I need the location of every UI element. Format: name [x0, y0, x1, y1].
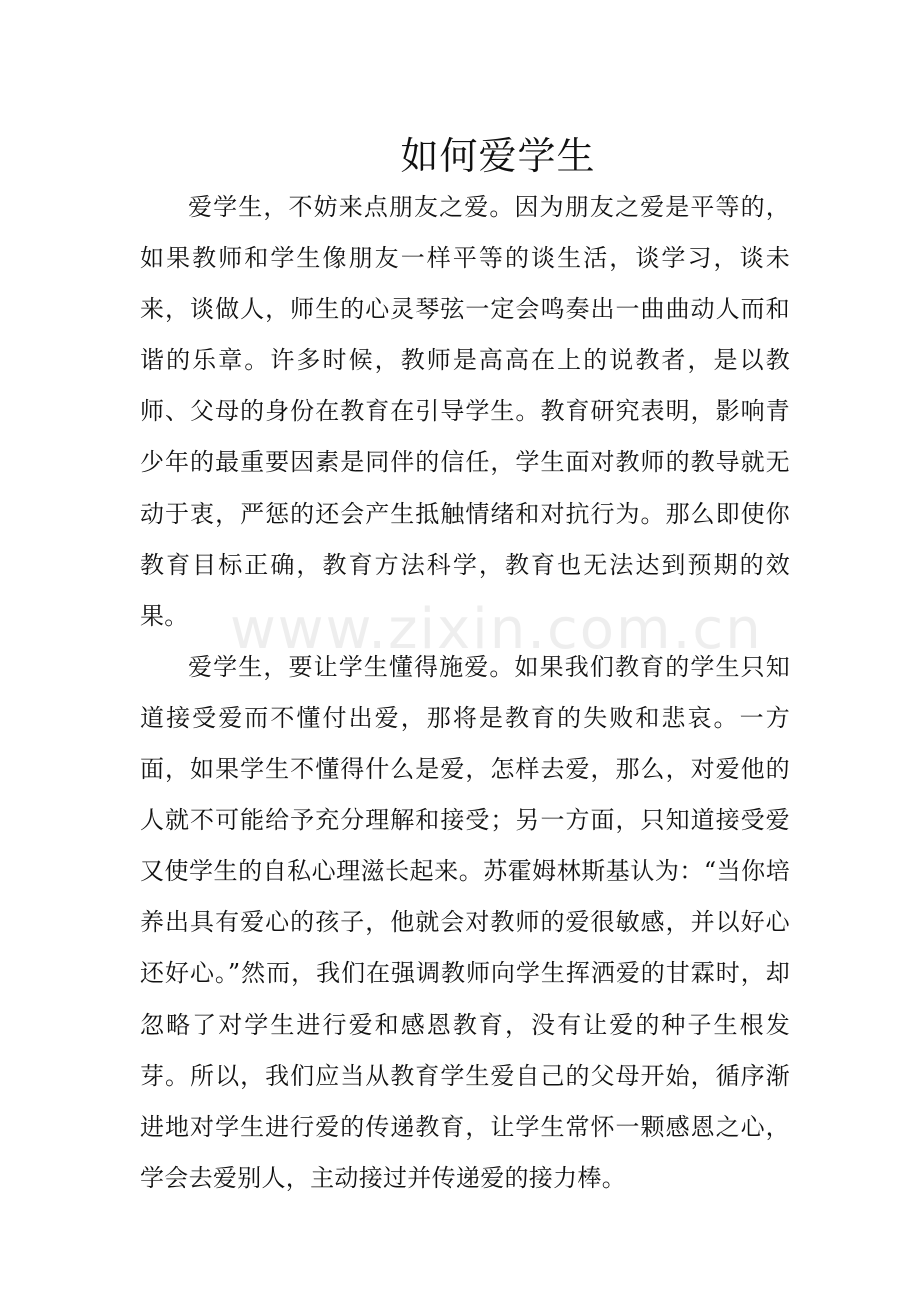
paragraph-2: 爱学生，要让学生懂得施爱。如果我们教育的学生只知道接受爱而不懂付出爱，那将是教育的失败和悲哀。一方面，如果学生不懂得什么是爱，怎样去爱，那么，对爱他的人就不可能给予充分理解和接受；另一方面，只知道接受爱又使学生的自私心理滋长起来。苏霍姆林斯基认为：“当你培养出具有爱心的孩子，他就会对教师的爱很敏感，并以好心还好心。”然而，我们在强调教师向学生挥洒爱的甘霖时，却忽略了对学生进行爱和感恩教育，没有让爱的种子生根发芽。所以，我们应当从教育学生爱自己的父母开始，循序渐进地对学生进行爱的传递教育，让学生常怀一颗感恩之心，学会去爱别人，主动接过并传递爱的接力棒。 [140, 652, 790, 1192]
watermark: www.zixin.com.cn [230, 597, 763, 662]
document-body [140, 182, 790, 1204]
document-title: 如何爱学生 [400, 134, 596, 178]
paragraph-1: 爱学生，不妨来点朋友之爱。因为朋友之爱是平等的，如果教师和学生像朋友一样平等的谈生活，谈学习，谈未来，谈做人，师生的心灵琴弦一定会鸣奏出一曲曲动人而和谐的乐章。许多时候，教师是高高在上的说教者，是以教师、父母的身份在教育在引导学生。教育研究表明，影响青少年的最重要因素是同伴的信任，学生面对教师的教导就无动于衷，严惩的还会产生抵触情绪和对抗行为。那么即使你教育目标正确，教育方法科学，教育也无法达到预期的效果。 [140, 193, 790, 630]
